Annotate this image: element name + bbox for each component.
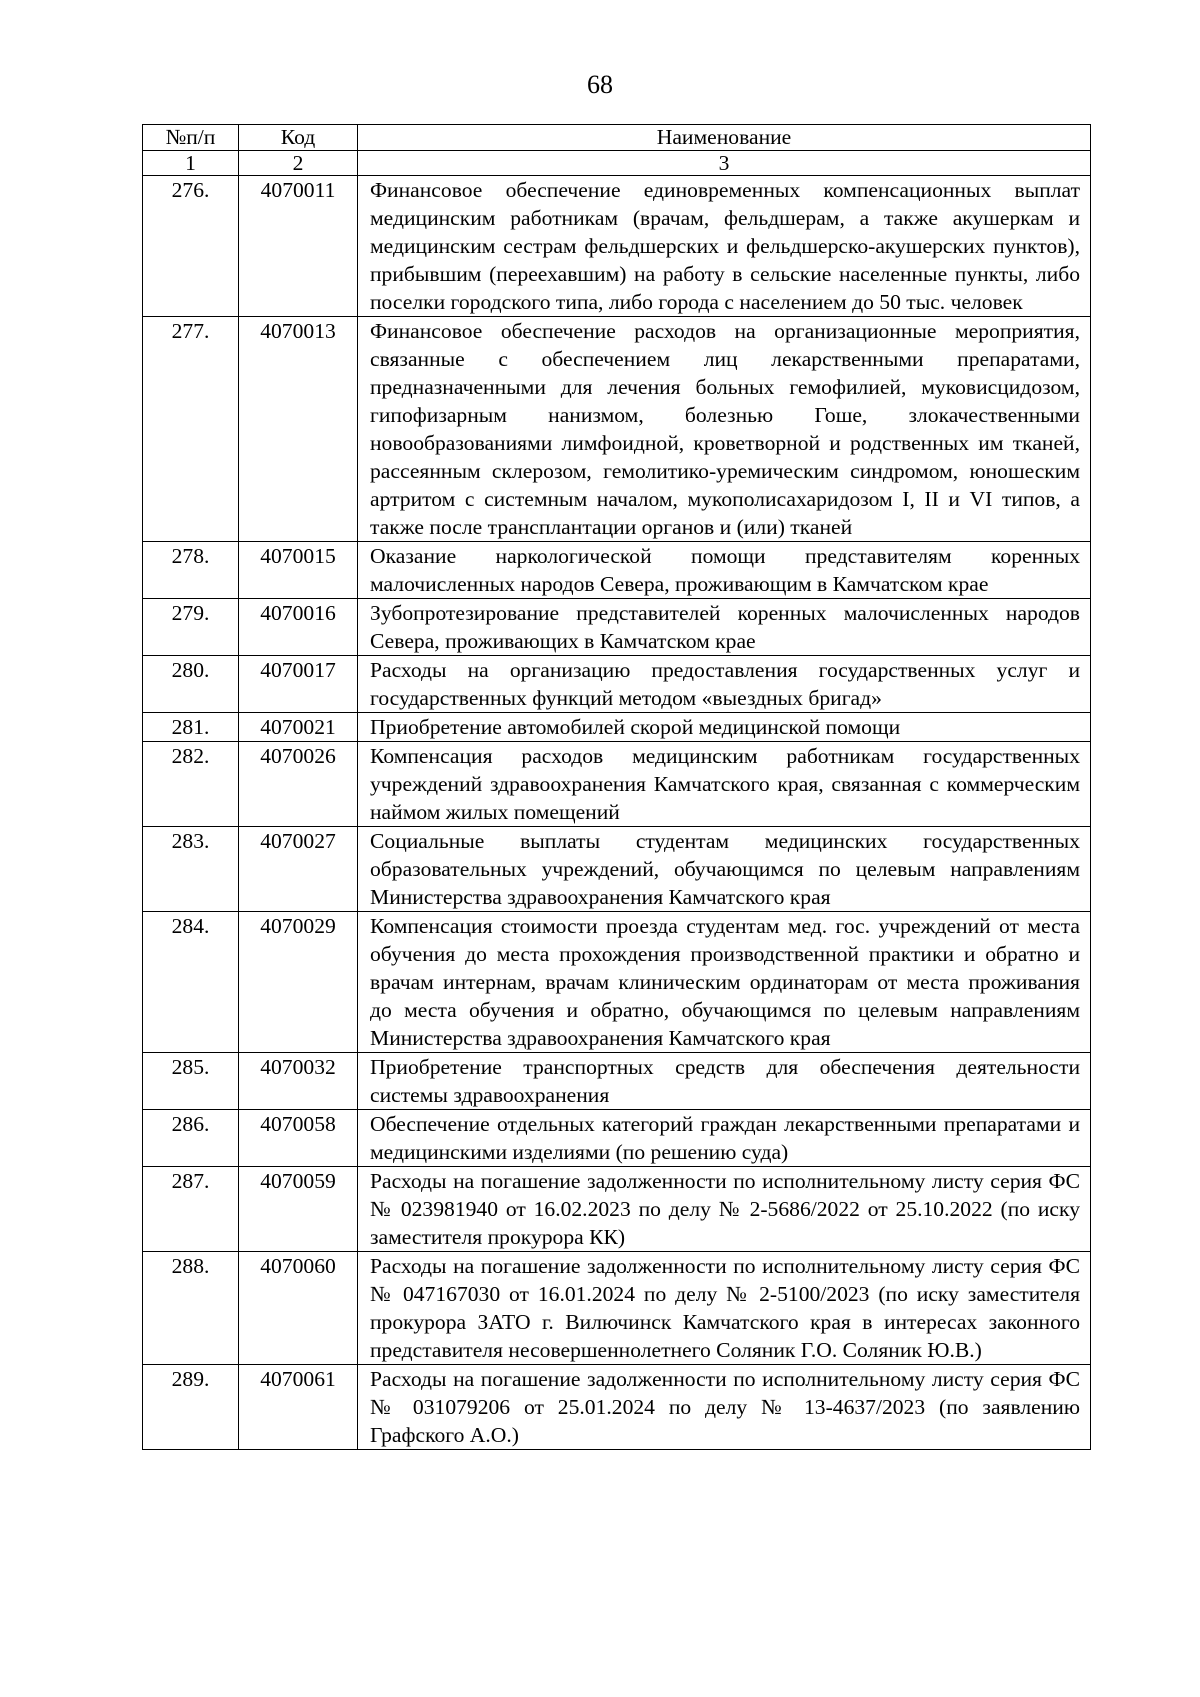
table-row xyxy=(143,1252,1091,1365)
row-number: 287. xyxy=(143,1167,239,1252)
row-number: 282. xyxy=(143,742,239,827)
row-number: 289. xyxy=(143,1365,239,1450)
row-number: 286. xyxy=(143,1110,239,1167)
row-number: 288. xyxy=(143,1252,239,1365)
row-code: 4070017 xyxy=(239,656,358,713)
row-name: Расходы на организацию предоставления государственных услуг и государственных функций методом «выездных бригад» xyxy=(358,656,1091,713)
row-number: 281. xyxy=(143,713,239,742)
table-row xyxy=(143,176,1091,317)
row-code: 4070013 xyxy=(239,317,358,542)
row-code: 4070027 xyxy=(239,827,358,912)
column-number-1: 1 xyxy=(143,151,239,176)
table-row xyxy=(143,1110,1091,1167)
row-code: 4070021 xyxy=(239,713,358,742)
column-number-3: 3 xyxy=(358,151,1091,176)
header-code: Код xyxy=(239,125,358,151)
table-row xyxy=(143,656,1091,713)
row-name: Оказание наркологической помощи представителям коренных малочисленных народов Севера, проживающим в Камчатском крае xyxy=(358,542,1091,599)
row-number: 283. xyxy=(143,827,239,912)
row-code: 4070015 xyxy=(239,542,358,599)
table-row xyxy=(143,912,1091,1053)
table-header-row xyxy=(143,125,1091,151)
row-name: Финансовое обеспечение единовременных компенсационных выплат медицинским работникам (врачам, фельдшерам, а также акушеркам и медицинским сестрам фельдшерских и фельдшерско-акушерских пунктов), прибывшим (переехавшим) на работу в сельские населенные пункты, либо поселки городского типа, либо города с населением до 50 тыс. человек xyxy=(358,176,1091,317)
row-code: 4070016 xyxy=(239,599,358,656)
table-row xyxy=(143,742,1091,827)
row-name: Обеспечение отдельных категорий граждан лекарственными препаратами и медицинскими изделиями (по решению суда) xyxy=(358,1110,1091,1167)
row-code: 4070032 xyxy=(239,1053,358,1110)
row-number: 280. xyxy=(143,656,239,713)
row-name: Приобретение транспортных средств для обеспечения деятельности системы здравоохранения xyxy=(358,1053,1091,1110)
row-code: 4070011 xyxy=(239,176,358,317)
row-name: Компенсация расходов медицинским работникам государственных учреждений здравоохранения Камчатского края, связанная с коммерческим наймом жилых помещений xyxy=(358,742,1091,827)
row-name: Социальные выплаты студентам медицинских государственных образовательных учреждений, обучающимся по целевым направлениям Министерства здравоохранения Камчатского края xyxy=(358,827,1091,912)
table-row xyxy=(143,317,1091,542)
row-code: 4070026 xyxy=(239,742,358,827)
row-code: 4070060 xyxy=(239,1252,358,1365)
table-row xyxy=(143,1053,1091,1110)
table-row xyxy=(143,827,1091,912)
budget-codes-table xyxy=(142,124,1091,1450)
row-number: 279. xyxy=(143,599,239,656)
row-name: Расходы на погашение задолженности по исполнительному листу серия ФС № 023981940 от 16.02.2023 по делу № 2-5686/2022 от 25.10.2022 (по иску заместителя прокурора КК) xyxy=(358,1167,1091,1252)
row-name: Компенсация стоимости проезда студентам мед. гос. учреждений от места обучения до места прохождения производственной практики и обратно и врачам интернам, врачам клиническим ординаторам от места проживания до места обучения и обратно, обучающимся по целевым направлениям Министерства здравоохранения Камчатского края xyxy=(358,912,1091,1053)
table-row xyxy=(143,542,1091,599)
table-row xyxy=(143,1167,1091,1252)
table-row xyxy=(143,713,1091,742)
row-name: Финансовое обеспечение расходов на организационные мероприятия, связанные с обеспечением лиц лекарственными препаратами, предназначенными для лечения больных гемофилией, муковисцидозом, гипофизарным нанизмом, болезнью Гоше, злокачественными новообразованиями лимфоидной, кроветворной и родственных им тканей, рассеянным склерозом, гемолитико-уремическим синдромом, юношеским артритом с системным началом, мукополисахаридозом I, II и VI типов, а также после трансплантации органов и (или) тканей xyxy=(358,317,1091,542)
column-number-row xyxy=(143,151,1091,176)
row-code: 4070058 xyxy=(239,1110,358,1167)
header-name: Наименование xyxy=(358,125,1091,151)
row-code: 4070061 xyxy=(239,1365,358,1450)
row-code: 4070059 xyxy=(239,1167,358,1252)
header-number: №п/п xyxy=(143,125,239,151)
table-row xyxy=(143,1365,1091,1450)
table-row xyxy=(143,599,1091,656)
row-number: 276. xyxy=(143,176,239,317)
row-name: Расходы на погашение задолженности по исполнительному листу серия ФС № 031079206 от 25.01.2024 по делу № 13-4637/2023 (по заявлению Графского А.О.) xyxy=(358,1365,1091,1450)
row-name: Расходы на погашение задолженности по исполнительному листу серия ФС № 047167030 от 16.01.2024 по делу № 2-5100/2023 (по иску заместителя прокурора ЗАТО г. Вилючинск Камчатского края в интересах законного представителя несовершеннолетнего Соляник Г.О. Соляник Ю.В.) xyxy=(358,1252,1091,1365)
row-name: Приобретение автомобилей скорой медицинской помощи xyxy=(358,713,1091,742)
row-number: 285. xyxy=(143,1053,239,1110)
column-number-2: 2 xyxy=(239,151,358,176)
row-number: 278. xyxy=(143,542,239,599)
row-number: 277. xyxy=(143,317,239,542)
row-code: 4070029 xyxy=(239,912,358,1053)
row-number: 284. xyxy=(143,912,239,1053)
page-number: 68 xyxy=(587,70,613,99)
row-name: Зубопротезирование представителей коренных малочисленных народов Севера, проживающих в Камчатском крае xyxy=(358,599,1091,656)
